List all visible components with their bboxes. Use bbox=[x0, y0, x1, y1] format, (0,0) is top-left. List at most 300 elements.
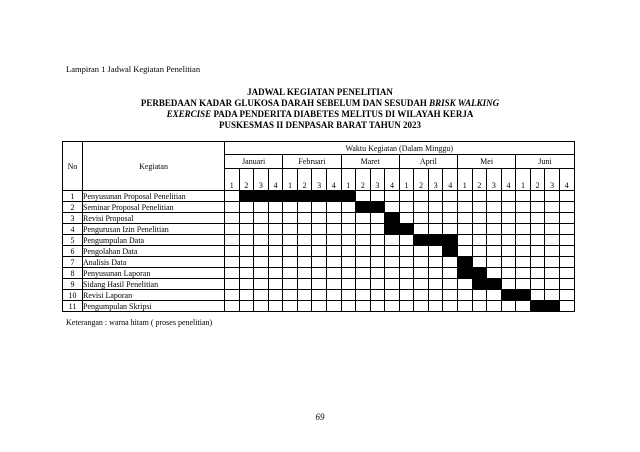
schedule-cell bbox=[254, 246, 269, 257]
schedule-cell bbox=[341, 279, 356, 290]
schedule-cell-active bbox=[472, 268, 487, 279]
schedule-cell bbox=[312, 301, 327, 312]
table-row bbox=[63, 191, 575, 202]
schedule-cell bbox=[487, 257, 502, 268]
schedule-cell bbox=[239, 268, 254, 279]
schedule-cell bbox=[356, 279, 371, 290]
schedule-cell bbox=[414, 202, 429, 213]
activity-name: Pengurusan Izin Penelitian bbox=[83, 224, 225, 235]
schedule-cell bbox=[530, 191, 545, 202]
schedule-cell bbox=[356, 235, 371, 246]
schedule-cell bbox=[326, 301, 341, 312]
schedule-cell bbox=[326, 235, 341, 246]
schedule-cell bbox=[283, 224, 298, 235]
schedule-cell bbox=[239, 213, 254, 224]
schedule-cell bbox=[254, 268, 269, 279]
schedule-cell bbox=[399, 213, 414, 224]
week-header: 1 bbox=[341, 169, 356, 191]
schedule-cell bbox=[225, 191, 240, 202]
schedule-cell bbox=[428, 191, 443, 202]
schedule-cell bbox=[370, 246, 385, 257]
schedule-cell bbox=[487, 290, 502, 301]
schedule-cell bbox=[326, 268, 341, 279]
schedule-cell bbox=[530, 257, 545, 268]
table-note: Keterangan : warna hitam ( proses penelitian) bbox=[66, 318, 213, 327]
schedule-cell bbox=[414, 224, 429, 235]
schedule-cell bbox=[516, 257, 531, 268]
schedule-cell-active bbox=[370, 202, 385, 213]
table-row bbox=[63, 257, 575, 268]
schedule-cell bbox=[297, 235, 312, 246]
schedule-cell-active bbox=[428, 235, 443, 246]
row-number: 8 bbox=[63, 268, 83, 279]
week-header: 1 bbox=[458, 169, 473, 191]
activity-name: Seminar Proposal Penelitian bbox=[83, 202, 225, 213]
schedule-cell bbox=[516, 279, 531, 290]
schedule-cell bbox=[297, 257, 312, 268]
schedule-cell bbox=[472, 213, 487, 224]
schedule-cell bbox=[341, 235, 356, 246]
schedule-cell bbox=[443, 290, 458, 301]
schedule-cell bbox=[268, 290, 283, 301]
schedule-cell bbox=[225, 301, 240, 312]
week-header: 4 bbox=[443, 169, 458, 191]
schedule-cell bbox=[283, 202, 298, 213]
schedule-cell bbox=[297, 202, 312, 213]
schedule-cell bbox=[559, 268, 574, 279]
schedule-cell-active bbox=[283, 191, 298, 202]
schedule-cell bbox=[559, 301, 574, 312]
schedule-cell bbox=[268, 279, 283, 290]
schedule-cell bbox=[487, 224, 502, 235]
schedule-cell bbox=[472, 290, 487, 301]
week-header: 4 bbox=[385, 169, 400, 191]
schedule-cell bbox=[268, 246, 283, 257]
schedule-cell bbox=[530, 202, 545, 213]
schedule-cell bbox=[370, 235, 385, 246]
schedule-cell bbox=[487, 301, 502, 312]
schedule-cell bbox=[472, 257, 487, 268]
schedule-cell bbox=[559, 202, 574, 213]
schedule-cell bbox=[501, 235, 516, 246]
schedule-cell bbox=[443, 268, 458, 279]
schedule-cell bbox=[385, 301, 400, 312]
row-number: 6 bbox=[63, 246, 83, 257]
schedule-cell bbox=[283, 279, 298, 290]
schedule-cell bbox=[239, 301, 254, 312]
schedule-cell bbox=[458, 235, 473, 246]
title-line-2 bbox=[60, 98, 580, 109]
schedule-cell bbox=[225, 224, 240, 235]
schedule-cell bbox=[341, 290, 356, 301]
schedule-cell-active bbox=[501, 290, 516, 301]
activity-name: Revisi Proposal bbox=[83, 213, 225, 224]
schedule-cell bbox=[443, 224, 458, 235]
schedule-cell bbox=[297, 279, 312, 290]
schedule-cell-active bbox=[297, 191, 312, 202]
schedule-cell bbox=[254, 224, 269, 235]
schedule-cell bbox=[326, 290, 341, 301]
schedule-cell bbox=[370, 301, 385, 312]
schedule-cell bbox=[501, 213, 516, 224]
activity-name: Penyusunan Proposal Penelitian bbox=[83, 191, 225, 202]
title-line-2-text: PERBEDAAN KADAR GLUKOSA DARAH SEBELUM DAN SESUDAH bbox=[140, 98, 430, 108]
schedule-cell bbox=[545, 279, 560, 290]
schedule-cell-active bbox=[326, 191, 341, 202]
schedule-cell bbox=[516, 224, 531, 235]
week-header: 3 bbox=[545, 169, 560, 191]
schedule-cell bbox=[385, 202, 400, 213]
schedule-cell bbox=[254, 202, 269, 213]
schedule-cell bbox=[487, 191, 502, 202]
header-no: No bbox=[63, 142, 83, 191]
schedule-cell bbox=[385, 191, 400, 202]
schedule-cell-active bbox=[385, 213, 400, 224]
schedule-cell bbox=[370, 268, 385, 279]
appendix-label: Lampiran 1 Jadwal Kegiatan Penelitian bbox=[66, 64, 201, 74]
schedule-cell bbox=[399, 290, 414, 301]
week-header: 2 bbox=[239, 169, 254, 191]
schedule-cell bbox=[458, 246, 473, 257]
schedule-cell bbox=[545, 257, 560, 268]
schedule-cell bbox=[370, 279, 385, 290]
week-header: 2 bbox=[472, 169, 487, 191]
schedule-cell bbox=[268, 301, 283, 312]
schedule-cell bbox=[385, 290, 400, 301]
schedule-cell bbox=[370, 191, 385, 202]
table-row bbox=[63, 224, 575, 235]
schedule-cell bbox=[399, 191, 414, 202]
schedule-cell bbox=[283, 213, 298, 224]
week-header: 3 bbox=[254, 169, 269, 191]
schedule-cell bbox=[530, 213, 545, 224]
schedule-cell bbox=[312, 246, 327, 257]
table-row bbox=[63, 301, 575, 312]
schedule-cell bbox=[487, 235, 502, 246]
schedule-cell bbox=[356, 246, 371, 257]
schedule-cell bbox=[458, 279, 473, 290]
schedule-cell bbox=[341, 301, 356, 312]
schedule-cell bbox=[559, 235, 574, 246]
schedule-cell bbox=[370, 224, 385, 235]
schedule-cell bbox=[399, 202, 414, 213]
schedule-cell bbox=[458, 290, 473, 301]
schedule-cell bbox=[458, 191, 473, 202]
title-line-3 bbox=[60, 109, 580, 120]
schedule-cell bbox=[268, 213, 283, 224]
schedule-cell bbox=[501, 224, 516, 235]
week-header: 4 bbox=[268, 169, 283, 191]
schedule-cell bbox=[239, 290, 254, 301]
week-header: 4 bbox=[326, 169, 341, 191]
schedule-cell-active bbox=[443, 235, 458, 246]
schedule-cell bbox=[516, 202, 531, 213]
schedule-cell bbox=[414, 213, 429, 224]
schedule-cell bbox=[472, 301, 487, 312]
schedule-cell bbox=[458, 224, 473, 235]
schedule-cell-active bbox=[356, 202, 371, 213]
schedule-cell bbox=[254, 301, 269, 312]
header-waktu: Waktu Kegiatan (Dalam Minggu) bbox=[225, 142, 575, 155]
title-line-4: PUSKESMAS II DENPASAR BARAT TAHUN 2023 bbox=[219, 120, 421, 130]
schedule-cell bbox=[545, 235, 560, 246]
schedule-cell bbox=[239, 224, 254, 235]
schedule-cell bbox=[283, 301, 298, 312]
schedule-cell bbox=[472, 235, 487, 246]
schedule-cell bbox=[501, 257, 516, 268]
week-header: 4 bbox=[501, 169, 516, 191]
activity-name: Pengumpulan Data bbox=[83, 235, 225, 246]
table-row bbox=[63, 268, 575, 279]
row-number: 2 bbox=[63, 202, 83, 213]
schedule-cell bbox=[326, 224, 341, 235]
schedule-cell bbox=[283, 246, 298, 257]
schedule-cell-active bbox=[399, 224, 414, 235]
schedule-cell bbox=[428, 246, 443, 257]
week-header: 3 bbox=[487, 169, 502, 191]
week-header: 1 bbox=[399, 169, 414, 191]
schedule-cell bbox=[501, 202, 516, 213]
schedule-cell bbox=[356, 224, 371, 235]
schedule-cell bbox=[356, 191, 371, 202]
schedule-cell bbox=[312, 279, 327, 290]
schedule-cell bbox=[545, 191, 560, 202]
schedule-cell bbox=[341, 257, 356, 268]
schedule-cell bbox=[472, 202, 487, 213]
document-title bbox=[60, 87, 580, 131]
schedule-cell bbox=[545, 224, 560, 235]
schedule-cell bbox=[225, 202, 240, 213]
schedule-cell bbox=[501, 246, 516, 257]
schedule-cell bbox=[312, 224, 327, 235]
schedule-cell bbox=[225, 279, 240, 290]
schedule-cell bbox=[545, 202, 560, 213]
schedule-cell bbox=[297, 268, 312, 279]
month-header: Maret bbox=[341, 155, 399, 169]
schedule-cell bbox=[297, 290, 312, 301]
schedule-cell-active bbox=[341, 191, 356, 202]
schedule-cell bbox=[516, 191, 531, 202]
activity-name: Revisi Laporan bbox=[83, 290, 225, 301]
schedule-cell bbox=[239, 235, 254, 246]
week-header: 2 bbox=[414, 169, 429, 191]
schedule-cell bbox=[297, 246, 312, 257]
schedule-cell bbox=[239, 246, 254, 257]
schedule-cell bbox=[414, 290, 429, 301]
schedule-cell bbox=[268, 235, 283, 246]
schedule-cell bbox=[254, 290, 269, 301]
schedule-cell-active bbox=[516, 290, 531, 301]
week-header: 1 bbox=[516, 169, 531, 191]
activity-name: Pengumpulan Skripsi bbox=[83, 301, 225, 312]
schedule-cell bbox=[312, 202, 327, 213]
schedule-cell bbox=[545, 290, 560, 301]
schedule-cell bbox=[370, 213, 385, 224]
schedule-cell bbox=[559, 257, 574, 268]
week-header: 2 bbox=[297, 169, 312, 191]
schedule-cell bbox=[268, 202, 283, 213]
week-header: 1 bbox=[225, 169, 240, 191]
schedule-cell bbox=[341, 246, 356, 257]
schedule-cell bbox=[472, 191, 487, 202]
schedule-cell-active bbox=[254, 191, 269, 202]
schedule-cell bbox=[399, 301, 414, 312]
schedule-cell bbox=[428, 268, 443, 279]
schedule-cell bbox=[326, 257, 341, 268]
schedule-cell bbox=[530, 279, 545, 290]
schedule-cell bbox=[225, 235, 240, 246]
schedule-cell bbox=[356, 290, 371, 301]
schedule-cell bbox=[472, 246, 487, 257]
schedule-cell bbox=[559, 213, 574, 224]
schedule-cell bbox=[239, 202, 254, 213]
schedule-cell bbox=[428, 213, 443, 224]
table-row bbox=[63, 279, 575, 290]
schedule-cell bbox=[254, 213, 269, 224]
schedule-cell bbox=[414, 279, 429, 290]
schedule-cell bbox=[516, 268, 531, 279]
schedule-cell bbox=[443, 301, 458, 312]
schedule-cell-active bbox=[458, 268, 473, 279]
week-header: 4 bbox=[559, 169, 574, 191]
week-header: 3 bbox=[370, 169, 385, 191]
row-number: 4 bbox=[63, 224, 83, 235]
schedule-cell bbox=[530, 268, 545, 279]
week-header: 3 bbox=[428, 169, 443, 191]
schedule-cell bbox=[385, 257, 400, 268]
schedule-cell bbox=[530, 224, 545, 235]
schedule-cell bbox=[487, 246, 502, 257]
schedule-cell bbox=[516, 235, 531, 246]
schedule-cell bbox=[428, 279, 443, 290]
row-number: 10 bbox=[63, 290, 83, 301]
schedule-cell bbox=[559, 246, 574, 257]
schedule-cell bbox=[312, 235, 327, 246]
row-number: 11 bbox=[63, 301, 83, 312]
schedule-cell-active bbox=[239, 191, 254, 202]
activity-name: Pengolahan Data bbox=[83, 246, 225, 257]
schedule-cell bbox=[341, 202, 356, 213]
schedule-cell bbox=[356, 257, 371, 268]
table-row bbox=[63, 290, 575, 301]
schedule-cell bbox=[312, 268, 327, 279]
schedule-cell bbox=[472, 224, 487, 235]
schedule-cell bbox=[283, 257, 298, 268]
schedule-cell bbox=[326, 213, 341, 224]
table-row bbox=[63, 235, 575, 246]
schedule-cell bbox=[356, 301, 371, 312]
schedule-cell bbox=[545, 246, 560, 257]
schedule-cell bbox=[399, 279, 414, 290]
schedule-cell bbox=[399, 235, 414, 246]
schedule-cell bbox=[443, 257, 458, 268]
schedule-cell bbox=[443, 213, 458, 224]
schedule-cell bbox=[385, 268, 400, 279]
schedule-cell bbox=[225, 246, 240, 257]
schedule-cell bbox=[559, 191, 574, 202]
schedule-cell bbox=[283, 268, 298, 279]
schedule-cell bbox=[414, 246, 429, 257]
schedule-cell bbox=[312, 213, 327, 224]
schedule-cell-active bbox=[414, 235, 429, 246]
schedule-cell-active bbox=[312, 191, 327, 202]
schedule-cell bbox=[487, 213, 502, 224]
schedule-cell bbox=[370, 257, 385, 268]
schedule-cell bbox=[399, 246, 414, 257]
activity-name: Analisis Data bbox=[83, 257, 225, 268]
month-header: April bbox=[399, 155, 457, 169]
schedule-cell bbox=[458, 202, 473, 213]
schedule-cell bbox=[501, 301, 516, 312]
schedule-table bbox=[62, 141, 575, 312]
schedule-cell bbox=[326, 202, 341, 213]
schedule-cell bbox=[428, 301, 443, 312]
schedule-cell bbox=[254, 279, 269, 290]
schedule-cell bbox=[530, 235, 545, 246]
table-row bbox=[63, 213, 575, 224]
week-header: 3 bbox=[312, 169, 327, 191]
schedule-cell bbox=[501, 279, 516, 290]
schedule-cell bbox=[428, 257, 443, 268]
activity-name: Penyusunan Laporan bbox=[83, 268, 225, 279]
table-row bbox=[63, 246, 575, 257]
week-header: 2 bbox=[356, 169, 371, 191]
schedule-cell bbox=[254, 257, 269, 268]
schedule-cell bbox=[326, 279, 341, 290]
schedule-cell bbox=[458, 301, 473, 312]
schedule-cell bbox=[370, 290, 385, 301]
schedule-cell bbox=[341, 213, 356, 224]
schedule-cell bbox=[254, 235, 269, 246]
schedule-cell bbox=[341, 224, 356, 235]
title-line-2-italic: BRISK WALKING bbox=[429, 98, 500, 108]
schedule-cell bbox=[385, 279, 400, 290]
schedule-cell bbox=[516, 213, 531, 224]
schedule-cell bbox=[385, 246, 400, 257]
header-kegiatan: Kegiatan bbox=[83, 142, 225, 191]
schedule-cell bbox=[414, 257, 429, 268]
schedule-cell bbox=[312, 290, 327, 301]
schedule-cell bbox=[559, 290, 574, 301]
activity-name: Sidang Hasil Penelitian bbox=[83, 279, 225, 290]
schedule-cell bbox=[428, 290, 443, 301]
schedule-cell bbox=[559, 279, 574, 290]
title-line-3-italic: EXERCISE bbox=[166, 109, 212, 119]
schedule-cell bbox=[225, 257, 240, 268]
schedule-cell bbox=[297, 301, 312, 312]
schedule-cell bbox=[530, 246, 545, 257]
week-header: 2 bbox=[530, 169, 545, 191]
schedule-cell bbox=[428, 224, 443, 235]
month-header: Januari bbox=[225, 155, 283, 169]
schedule-cell bbox=[385, 235, 400, 246]
schedule-cell bbox=[428, 202, 443, 213]
schedule-cell bbox=[501, 191, 516, 202]
schedule-cell bbox=[559, 224, 574, 235]
schedule-cell-active bbox=[545, 301, 560, 312]
schedule-cell bbox=[487, 202, 502, 213]
week-header: 1 bbox=[283, 169, 298, 191]
title-line-3-text: PADA PENDERITA DIABETES MELITUS DI WILAYAH KERJA bbox=[211, 109, 474, 119]
schedule-cell-active bbox=[385, 224, 400, 235]
month-header: Juni bbox=[516, 155, 574, 169]
row-number: 7 bbox=[63, 257, 83, 268]
page-number: 69 bbox=[315, 412, 325, 422]
schedule-cell bbox=[443, 202, 458, 213]
schedule-cell bbox=[414, 301, 429, 312]
schedule-cell bbox=[341, 268, 356, 279]
schedule-cell bbox=[326, 246, 341, 257]
